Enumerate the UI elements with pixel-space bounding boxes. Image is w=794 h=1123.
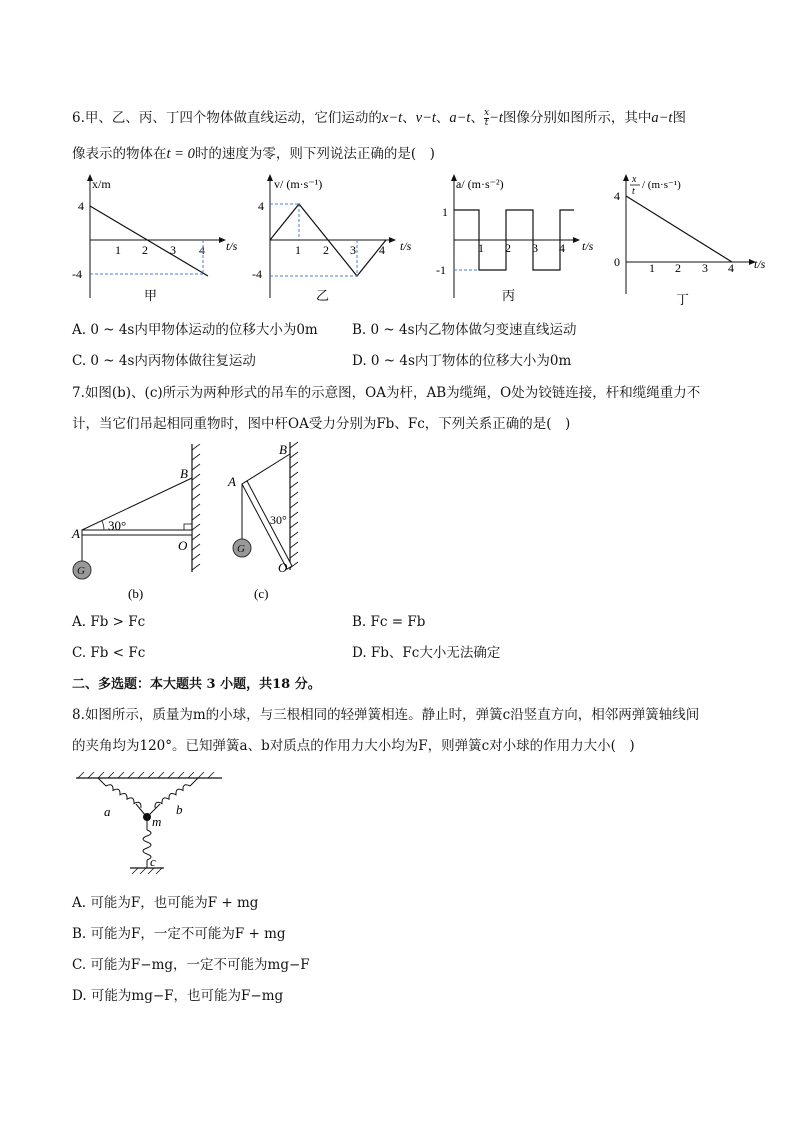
x-tick: 3 [350,243,356,257]
y-tick: 4 [258,199,264,213]
q6-option-c[interactable]: C. 0 ~ 4s内丙物体做往复运动 [72,353,256,369]
graph-yi [252,172,432,312]
ball [143,813,151,821]
x-tick: 1 [649,261,655,275]
point-a-label: A [72,526,80,541]
q6-line-2: 像表示的物体在t = 0时的速度为零，则下列说法正确的是( ) [72,146,435,162]
q7-option-c[interactable]: C. Fb < Fc [72,645,146,661]
caption: (c) [254,586,269,601]
caption: (b) [128,586,144,601]
x-tick: 3 [702,261,708,275]
y-tick: -1 [436,263,446,277]
graph-jia [72,172,252,312]
graph-bing [432,172,612,312]
q6-option-b[interactable]: B. 0 ~ 4s内乙物体做匀变速直线运动 [352,322,577,338]
spring-figure [72,768,232,880]
x-axis-label: t/s [400,239,412,253]
x-tick: 1 [478,241,484,255]
spring-c-label: c [150,854,156,869]
x-tick: 2 [323,243,329,257]
q8-line-2: 的夹角均为120°。已知弹簧a、b对质点的作用力大小均为F，则弹簧c对小球的作用力大小( ) [72,738,635,754]
caption: 乙 [316,288,330,303]
caption: 丁 [676,292,690,307]
caption: 丙 [502,288,516,303]
q8-line-1: 8.如图所示，质量为m的小球，与三根相同的轻弹簧相连。静止时，弹簧c沿竖直方向，相邻两弹簧轴线间 [72,707,700,723]
y-tick: -4 [252,267,262,281]
point-o-label: O [178,538,188,553]
q7-option-a[interactable]: A. Fb > Fc [72,614,146,630]
spring-a-label: a [104,804,111,819]
section-2-heading: 二、多选题：本大题共 3 小题，共18 分。 [72,677,321,692]
q6-option-a[interactable]: A. 0 ~ 4s内甲物体运动的位移大小为0m [72,322,318,338]
x-tick: 2 [142,243,148,257]
point-b-label: B [279,442,287,457]
x-tick: 2 [505,241,511,255]
y-axis-label-den: t [632,186,635,197]
q8-option-b[interactable]: B. 可能为F，一定不可能为F + mg [72,926,286,942]
y-tick: 4 [78,199,84,213]
angle-label: 30° [270,513,287,527]
q7-option-b[interactable]: B. Fc = Fb [352,614,426,630]
q7-option-d[interactable]: D. Fb、Fc大小无法确定 [352,645,501,661]
x-tick: 4 [379,243,385,257]
y-tick: 0 [614,255,620,269]
figure-c [222,438,312,604]
graph-ding [612,172,782,312]
x-tick: 2 [675,261,681,275]
mass-label: m [152,814,162,829]
x-tick: 1 [115,243,121,257]
weight-label: G [237,543,245,555]
x-tick: 3 [532,241,538,255]
x-tick: 4 [559,241,565,255]
point-b-label: B [180,466,188,481]
y-axis-label: a/ (m·s⁻²) [456,177,504,191]
y-axis-label: x/m [92,177,111,191]
x-tick: 1 [295,243,301,257]
q7-line-2: 计，当它们吊起相同重物时，图中杆OA受力分别为Fb、Fc，下列关系正确的是( ) [72,416,571,432]
y-axis-label-num: x [632,174,637,185]
caption: 甲 [144,288,158,303]
data-line [626,196,732,262]
x-tick: 4 [728,261,734,275]
point-a-label: A [228,474,236,489]
y-tick: 4 [614,189,620,203]
y-tick: -4 [72,267,82,281]
x-tick: 3 [170,243,176,257]
spring-b-label: b [176,802,183,817]
x-axis-label: t/s [226,239,238,253]
angle-label: 30° [108,518,127,533]
x-axis-label: t/s [582,239,594,253]
y-axis-label-unit: / (m·s⁻¹) [642,179,681,191]
q8-option-a[interactable]: A. 可能为F，也可能为F + mg [72,895,259,911]
figure-b [68,444,218,604]
x-axis-label: t/s [754,257,766,271]
weight-label: G [77,565,85,577]
data-line [90,206,208,276]
q8-option-c[interactable]: C. 可能为F−mg，一定不可能为mg−F [72,957,310,973]
q7-line-1: 7.如图(b)、(c)所示为两种形式的吊车的示意图，OA为杆，AB为缆绳，O处为铰链连接，杆和缆绳重力不 [72,385,701,401]
point-o-label: O [278,560,288,575]
y-tick: 1 [442,205,448,219]
q6-line-1: 6.甲、乙、丙、丁四个物体做直线运动，它们运动的x−t、v−t、a−t、 $\frac{x}{t}$ −t图像分别如图所示，其中a−t图 [72,108,686,128]
x-tick: 4 [199,243,205,257]
q6-option-d[interactable]: D. 0 ~ 4s内丁物体的位移大小为0m [352,353,572,369]
q8-option-d[interactable]: D. 可能为mg−F，也可能为F−mg [72,988,284,1004]
y-axis-label: v/ (m·s⁻¹) [274,177,323,191]
